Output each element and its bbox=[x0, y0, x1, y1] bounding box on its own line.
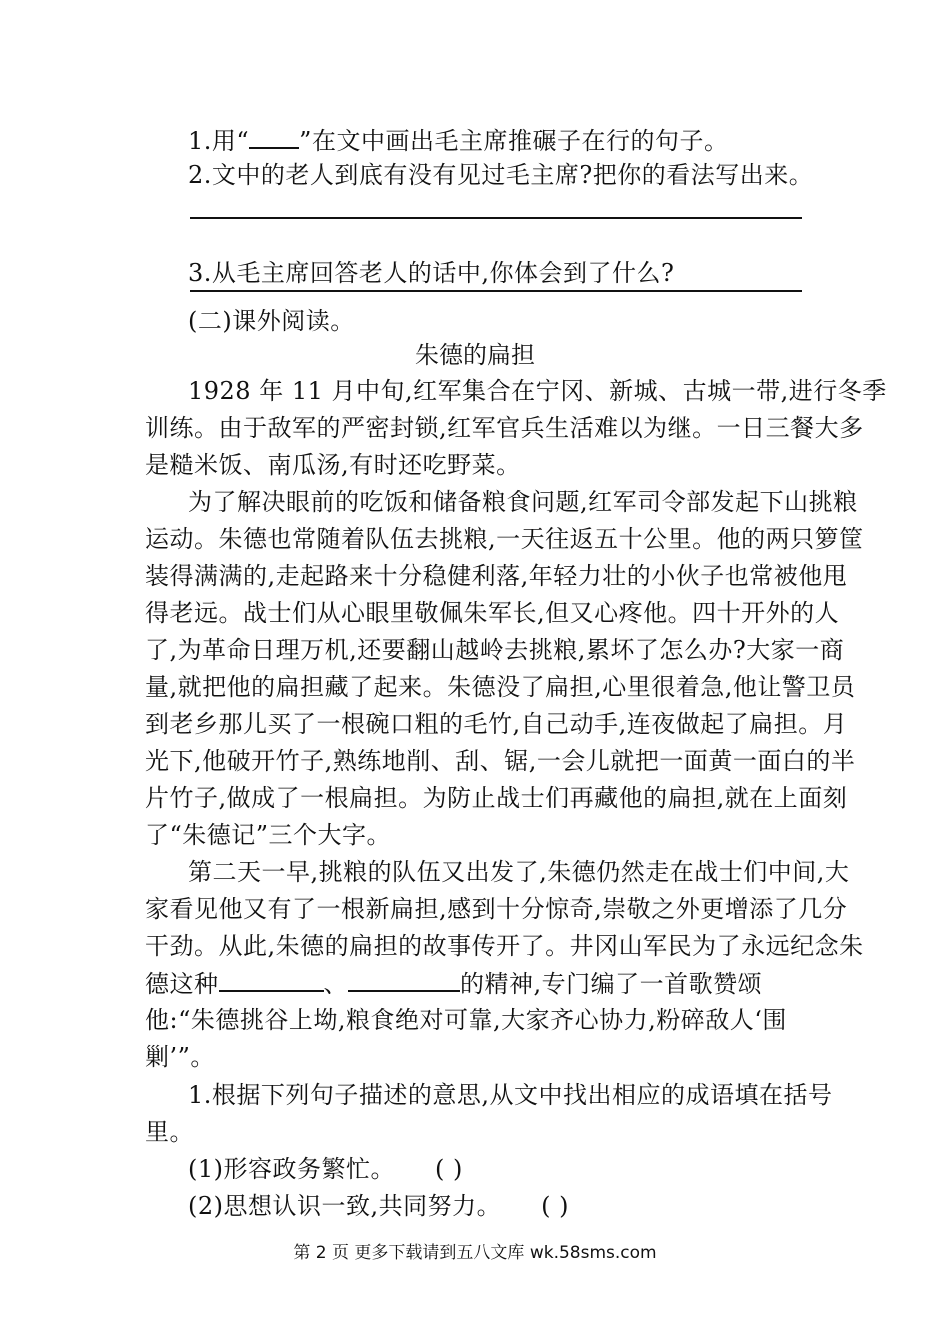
exercise-1-item-2-text: (2)思想认识一致,共同努力。 bbox=[188, 1192, 502, 1220]
page-footer: 第 2 页 更多下载请到五八文库 wk.58sms.com bbox=[293, 1243, 657, 1263]
paragraph-2-line-4: 得老远。战士们从心眼里敬佩朱军长,但又心疼他。四十开外的人 bbox=[145, 599, 840, 627]
paragraph-1-line-1: 1928 年 11 月中旬,红军集合在宁冈、新城、古城一带,进行冬季 bbox=[188, 377, 887, 405]
paragraph-2-line-2: 运动。朱德也常随着队伍去挑粮,一天往返五十公里。他的两只箩筐 bbox=[145, 525, 864, 553]
paragraph-2-line-8: 光下,他破开竹子,熟练地削、刮、锯,一会儿就把一面黄一面白的半 bbox=[145, 747, 856, 775]
paragraph-3-line-4 bbox=[145, 968, 762, 999]
paragraph-2-line-6: 量,就把他的扁担藏了起来。朱德没了扁担,心里很着急,他让警卫员 bbox=[145, 673, 856, 701]
exercise-1-item-1-answer-box[interactable]: ( ) bbox=[435, 1155, 463, 1183]
article-title: 朱德的扁担 bbox=[415, 341, 535, 369]
exercise-1-line-1: 1.根据下列句子描述的意思,从文中找出相应的成语填在括号 bbox=[188, 1081, 833, 1109]
paragraph-3-line-3: 干劲。从此,朱德的扁担的故事传开了。井冈山军民为了永远纪念朱 bbox=[145, 932, 864, 960]
exercise-1-item-2 bbox=[188, 1191, 569, 1221]
paragraph-2-line-9: 片竹子,做成了一根扁担。为防止战士们再藏他的扁担,就在上面刻 bbox=[145, 784, 848, 812]
question-1-suffix: ”在文中画出毛主席推碾子在行的句子。 bbox=[299, 127, 729, 155]
paragraph-1-line-3: 是糙米饭、南瓜汤,有时还吃野菜。 bbox=[145, 451, 521, 479]
question-2-answer-line[interactable] bbox=[190, 217, 802, 219]
exercise-1-item-2-answer-box[interactable]: ( ) bbox=[541, 1192, 569, 1220]
paragraph-2-line-1: 为了解决眼前的吃饭和储备粮食问题,红军司令部发起下山挑粮 bbox=[188, 488, 858, 516]
paragraph-2-line-7: 到老乡那儿买了一根碗口粗的毛竹,自己动手,连夜做起了扁担。月 bbox=[145, 710, 848, 738]
exercise-1-item-1-text: (1)形容政务繁忙。 bbox=[188, 1155, 395, 1183]
section-heading: (二)课外阅读。 bbox=[188, 307, 355, 335]
paragraph-3-line-2: 家看见他又有了一根新扁担,感到十分惊奇,崇敬之外更增添了几分 bbox=[145, 895, 848, 923]
question-2: 2.文中的老人到底有没有见过毛主席?把你的看法写出来。 bbox=[188, 161, 814, 189]
paragraph-3-line-5: 他:“朱德挑谷上坳,粮食绝对可靠,大家齐心协力,粉碎敌人‘围 bbox=[145, 1006, 787, 1034]
paragraph-2-line-3: 装得满满的,走起路来十分稳健利落,年轻力壮的小伙子也常被他甩 bbox=[145, 562, 848, 590]
exercise-1-item-1 bbox=[188, 1154, 463, 1184]
paragraph-2-line-5: 了,为革命日理万机,还要翻山越岭去挑粮,累坏了怎么办?大家一商 bbox=[145, 636, 845, 664]
paragraph-3-line-4-start: 德这种 bbox=[145, 970, 219, 998]
question-3-answer-line[interactable] bbox=[190, 290, 802, 292]
paragraph-3-line-6: 剿’”。 bbox=[145, 1043, 215, 1071]
question-1-prefix: 1.用“ bbox=[188, 127, 250, 155]
paragraph-2-line-10: 了“朱德记”三个大字。 bbox=[145, 821, 392, 849]
question-1-underline-sample bbox=[249, 125, 299, 149]
exercise-1-line-2: 里。 bbox=[145, 1118, 194, 1146]
blank-separator: 、 bbox=[323, 970, 348, 998]
question-3: 3.从毛主席回答老人的话中,你体会到了什么? bbox=[188, 259, 675, 287]
paragraph-3-line-1: 第二天一早,挑粮的队伍又出发了,朱德仍然走在战士们中间,大 bbox=[188, 858, 850, 886]
paragraph-1-line-2: 训练。由于敌军的严密封锁,红军官兵生活难以为继。一日三餐大多 bbox=[145, 414, 864, 442]
fill-blank-1[interactable] bbox=[219, 968, 324, 992]
fill-blank-2[interactable] bbox=[348, 968, 460, 992]
question-1 bbox=[188, 125, 728, 156]
paragraph-3-line-4-end: 的精神,专门编了一首歌赞颂 bbox=[460, 970, 763, 998]
